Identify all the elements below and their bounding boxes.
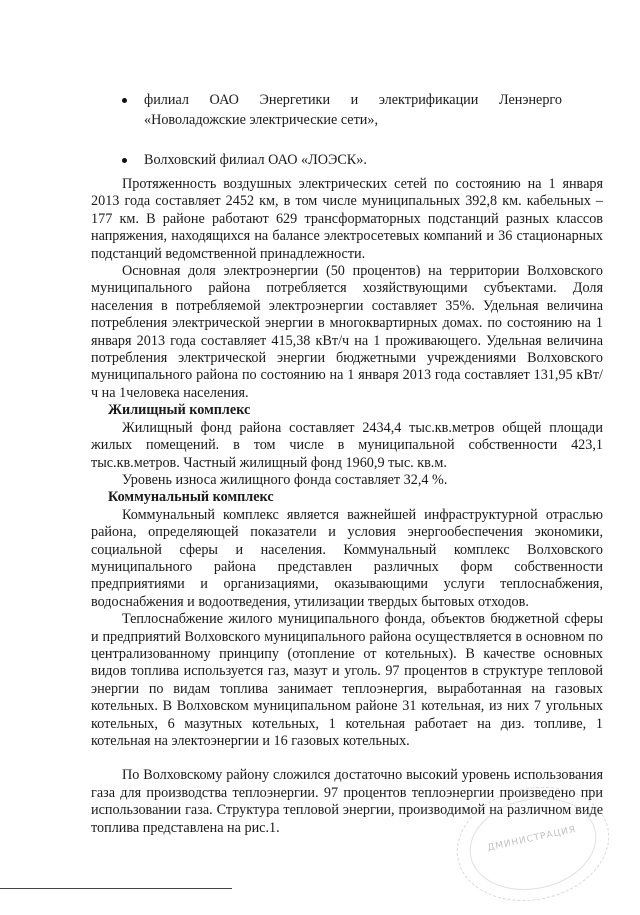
bullet-dot-icon	[122, 98, 127, 103]
document-body	[91, 176, 603, 837]
bottom-rule	[0, 888, 232, 889]
heading-housing: Жилищный комплекс	[108, 402, 251, 419]
paragraph-communal: Коммунальный комплекс является важнейшей инфраструктурной отраслью района, определяющей показатели и условия энергообеспечения экономики, социальной сферы и населения. Коммунальный комплекс Волховского муниципального района представлен различных форм собственности предприятиями и организациями, оказывающими услуги теплоснабжения, водоснабжения и водоотведения, утилизации твердых бытовых отходов.	[91, 506, 603, 610]
stamp-text: ДМИНИСТРАЦИЯ	[486, 824, 578, 854]
paragraph-electricity: Основная доля электроэнергии (50 процентов) на территории Волховского муниципального района потребляется хозяйствующими субъектами. Доля населения в потребляемой электроэнергии составляет 35%. Удельная величина потребления электрической энергии в многоквартирных домах. по состоянию на 1 января 2013 года составляет 415,38 кВт/ч на 1 проживающего. Удельная величина потребления электрической энергии бюджетными учреждениями Волховского муниципального района по состоянию на 1 января 2013 года составляет 131,95 кВт/ч на 1человека населения.	[91, 263, 603, 401]
paragraph-gap	[91, 750, 603, 767]
paragraph-heating: Теплоснабжение жилого муниципального фонда, объектов бюджетной сферы и предприятий Волховского муниципального района осуществляется в основном по централизованному принципу (отопление от котельных). В качестве основных видов топлива используется газ, мазут и уголь. 97 процентов в структуре тепловой энергии по видам топлива занимает теплоэнергия, выработанная на газовых котельных. В Волховском муниципальном районе 31 котельная, из них 7 угольных котельных, 6 мазутных котельных, 1 котельная работает на диз. топливе, 1 котельная на электоэнергии и 16 газовых котельных.	[91, 611, 603, 749]
bullet-dot-icon	[122, 158, 127, 163]
bullet-item	[122, 90, 562, 130]
paragraph-housing-wear: Уровень износа жилищного фонда составляет 32,4 %.	[122, 471, 448, 488]
paragraph-gas: По Волховскому району сложился достаточно высокий уровень использования газа для производства теплоэнергии. 97 процентов теплоэнергии произведено при использовании газа. Структура тепловой энергии, производимой на различном виде топлива представлена на рис.1.	[91, 767, 603, 836]
bullet-list	[122, 90, 562, 170]
heading-communal: Коммунальный комплекс	[108, 489, 274, 506]
paragraph-networks: Протяженность воздушных электрических сетей по состоянию на 1 января 2013 года составляет 2452 км, в том числе муниципальных 392,8 км. кабельных – 177 км. В районе работают 629 трансформаторных подстанций разных классов напряжения, находящихся на балансе электросетевых компаний и 36 стационарных подстанций ведомственной принадлежности.	[91, 176, 603, 262]
bullet-item	[122, 150, 562, 170]
paragraph-housing-fund: Жилищный фонд района составляет 2434,4 тыс.кв.метров общей площади жилых помещений. в том числе в муниципальной собственности 423,1 тыс.кв.метров. Частный жилищный фонд 1960,9 тыс. кв.м.	[91, 419, 603, 471]
bullet-text: Волховский филиал ОАО «ЛОЭСК».	[144, 152, 367, 168]
bullet-text: филиал ОАО Энергетики и электрификации Ленэнерго «Новоладожские электрические сети»,	[144, 92, 562, 128]
